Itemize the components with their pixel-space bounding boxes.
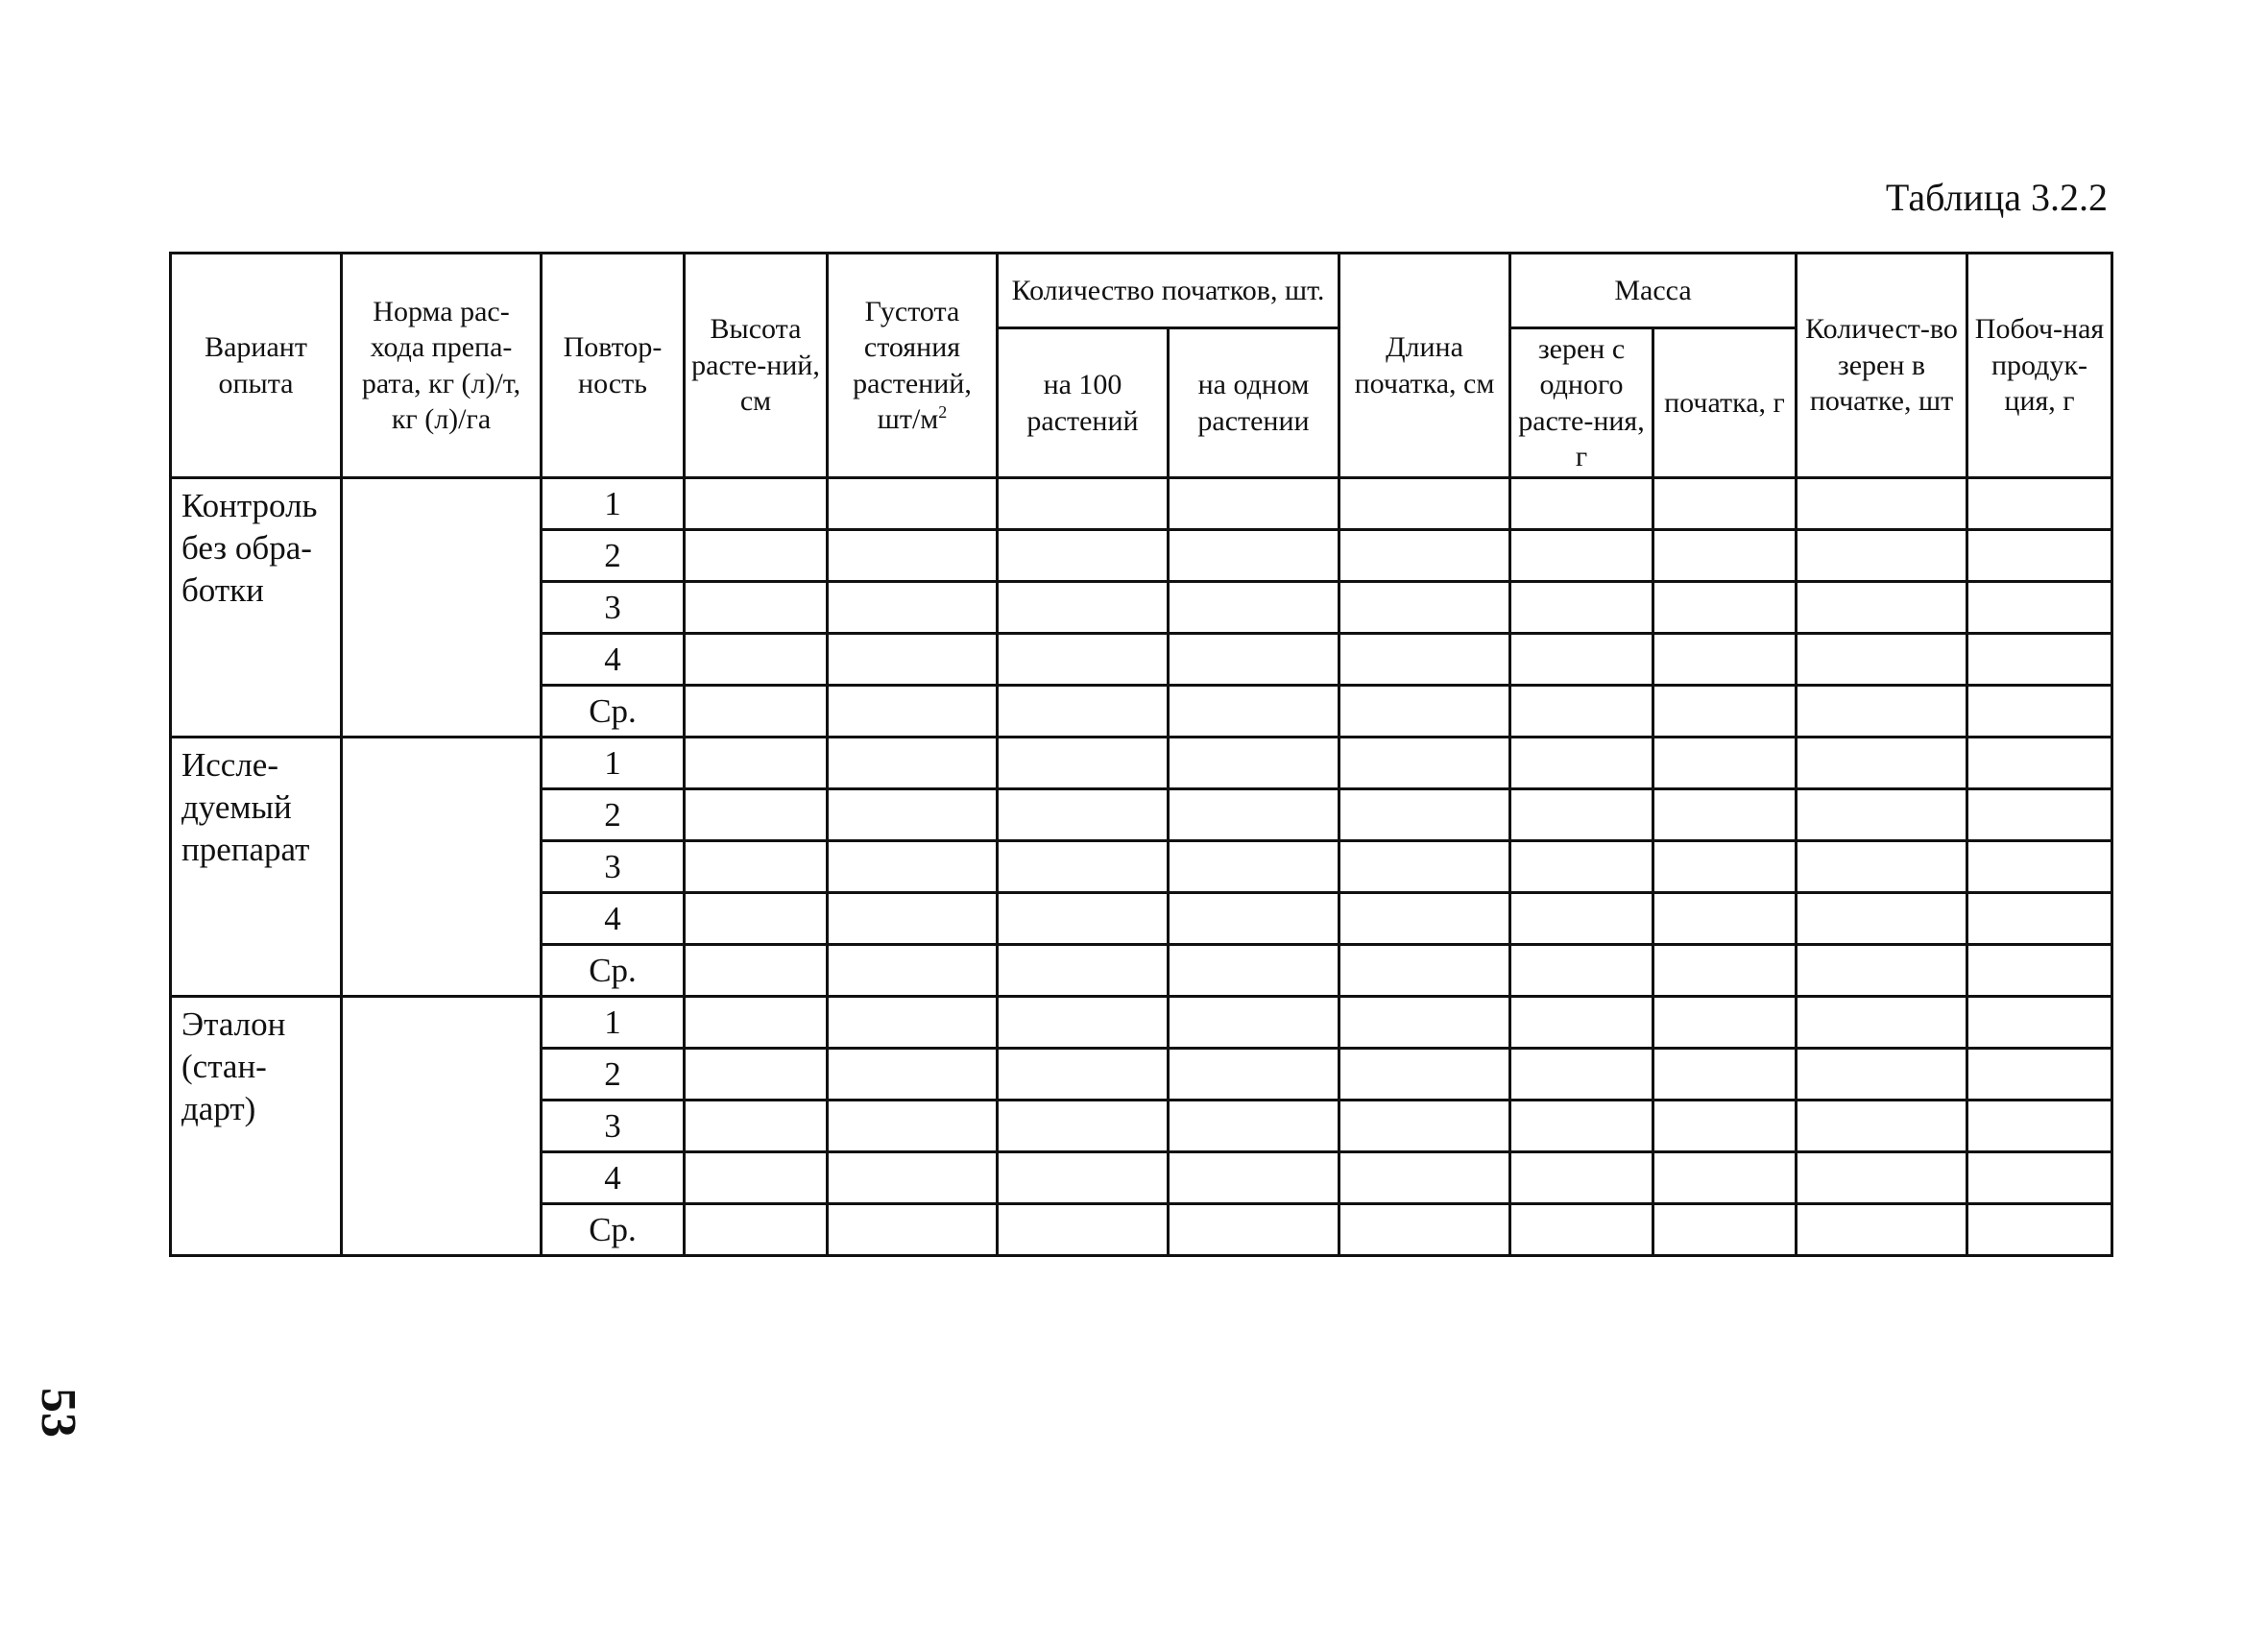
data-cell	[828, 1204, 998, 1256]
data-cell	[1339, 634, 1510, 686]
data-cell	[1339, 582, 1510, 634]
header-byproduct: Побоч-ная продук-ция, г	[1967, 254, 2112, 478]
table-row	[171, 997, 2112, 1049]
data-cell	[998, 530, 1169, 582]
data-cell	[1510, 997, 1653, 1049]
data-cell	[1967, 686, 2112, 738]
repeat-cell: 1	[542, 997, 685, 1049]
data-cell	[1339, 945, 1510, 997]
data-cell	[998, 1101, 1169, 1152]
repeat-cell: Ср.	[542, 686, 685, 738]
data-cell	[1653, 1152, 1797, 1204]
data-cell	[1797, 1101, 1967, 1152]
data-cell	[828, 478, 998, 530]
data-cell	[1797, 945, 1967, 997]
data-cell	[1797, 1049, 1967, 1101]
header-density	[828, 254, 998, 478]
data-cell	[1797, 582, 1967, 634]
header-mass-ear: початка, г	[1653, 328, 1797, 478]
data-cell	[828, 686, 998, 738]
data-cell	[685, 1204, 828, 1256]
data-cell	[685, 634, 828, 686]
data-cell	[828, 1101, 998, 1152]
data-cell	[1653, 893, 1797, 945]
data-cell	[1967, 945, 2112, 997]
table-body	[171, 478, 2112, 1256]
data-cell	[1967, 841, 2112, 893]
data-cell	[1797, 997, 1967, 1049]
data-cell	[1653, 738, 1797, 789]
data-cell	[1510, 478, 1653, 530]
page-number: 53	[31, 1388, 85, 1438]
data-cell	[998, 738, 1169, 789]
data-cell	[1510, 893, 1653, 945]
header-plant-height: Высота расте-ний, см	[685, 254, 828, 478]
data-cell	[1967, 789, 2112, 841]
experiment-table	[169, 252, 2113, 1257]
data-cell	[828, 530, 998, 582]
data-cell	[1510, 530, 1653, 582]
data-cell	[1339, 841, 1510, 893]
data-cell	[1339, 1152, 1510, 1204]
data-cell	[1797, 1152, 1967, 1204]
data-cell	[1339, 530, 1510, 582]
header-density-superscript: 2	[938, 402, 948, 422]
data-cell	[828, 841, 998, 893]
data-cell	[1169, 582, 1339, 634]
data-cell	[1653, 789, 1797, 841]
data-cell	[1797, 789, 1967, 841]
data-cell	[1653, 1049, 1797, 1101]
data-cell	[998, 945, 1169, 997]
repeat-cell: 4	[542, 893, 685, 945]
data-cell	[998, 478, 1169, 530]
data-cell	[1653, 582, 1797, 634]
repeat-cell: 4	[542, 1152, 685, 1204]
data-cell	[1967, 1152, 2112, 1204]
data-cell	[685, 530, 828, 582]
data-cell	[828, 945, 998, 997]
data-cell	[998, 1152, 1169, 1204]
variant-cell: Контроль без обра-ботки	[171, 478, 342, 738]
rate-cell	[342, 478, 542, 738]
repeat-cell: Ср.	[542, 945, 685, 997]
data-cell	[1653, 997, 1797, 1049]
header-ears-count: Количество початков, шт.	[998, 254, 1339, 328]
data-cell	[1653, 686, 1797, 738]
data-cell	[1169, 1101, 1339, 1152]
data-cell	[1169, 738, 1339, 789]
rate-cell	[342, 997, 542, 1256]
data-cell	[828, 997, 998, 1049]
data-cell	[1797, 1204, 1967, 1256]
repeat-cell: 4	[542, 634, 685, 686]
header-ears-per-plant: на одном растении	[1169, 328, 1339, 478]
data-cell	[998, 582, 1169, 634]
data-cell	[1797, 738, 1967, 789]
data-cell	[998, 893, 1169, 945]
repeat-cell: 3	[542, 1101, 685, 1152]
data-cell	[1169, 789, 1339, 841]
repeat-cell: Ср.	[542, 1204, 685, 1256]
data-cell	[1797, 841, 1967, 893]
data-cell	[828, 1152, 998, 1204]
data-cell	[685, 1049, 828, 1101]
repeat-cell: 2	[542, 530, 685, 582]
data-cell	[1797, 478, 1967, 530]
data-cell	[1653, 530, 1797, 582]
header-rate: Норма рас-хода препа-рата, кг (л)/т, кг (л)/га	[342, 254, 542, 478]
data-cell	[1967, 582, 2112, 634]
data-cell	[1967, 997, 2112, 1049]
data-cell	[1169, 997, 1339, 1049]
data-cell	[1169, 686, 1339, 738]
rate-cell	[342, 738, 542, 997]
data-cell	[685, 789, 828, 841]
data-cell	[1797, 634, 1967, 686]
data-cell	[1169, 945, 1339, 997]
data-cell	[1967, 478, 2112, 530]
data-cell	[1653, 945, 1797, 997]
data-cell	[1339, 893, 1510, 945]
data-cell	[1510, 686, 1653, 738]
header-density-text: Густота стояния растений, шт/м	[853, 295, 972, 435]
data-cell	[828, 738, 998, 789]
variant-cell: Эталон (стан-дарт)	[171, 997, 342, 1256]
data-cell	[1967, 1049, 2112, 1101]
data-cell	[1797, 893, 1967, 945]
data-cell	[998, 789, 1169, 841]
header-ear-length: Длина початка, см	[1339, 254, 1510, 478]
data-cell	[1653, 1204, 1797, 1256]
data-cell	[1510, 634, 1653, 686]
data-cell	[1339, 686, 1510, 738]
data-cell	[1653, 1101, 1797, 1152]
data-cell	[685, 841, 828, 893]
data-cell	[1510, 841, 1653, 893]
data-cell	[1169, 1204, 1339, 1256]
header-ears-per-100: на 100 растений	[998, 328, 1169, 478]
data-cell	[1967, 738, 2112, 789]
repeat-cell: 1	[542, 738, 685, 789]
data-cell	[1967, 893, 2112, 945]
data-cell	[1967, 1101, 2112, 1152]
data-cell	[1169, 478, 1339, 530]
data-cell	[1797, 530, 1967, 582]
data-cell	[685, 1152, 828, 1204]
data-cell	[1653, 841, 1797, 893]
data-cell	[685, 945, 828, 997]
repeat-cell: 3	[542, 582, 685, 634]
data-cell	[1510, 1049, 1653, 1101]
data-cell	[685, 686, 828, 738]
data-cell	[1510, 1204, 1653, 1256]
data-cell	[1510, 582, 1653, 634]
data-cell	[998, 841, 1169, 893]
data-cell	[1339, 478, 1510, 530]
data-cell	[1510, 1101, 1653, 1152]
data-cell	[828, 634, 998, 686]
data-cell	[1510, 738, 1653, 789]
data-cell	[1510, 1152, 1653, 1204]
repeat-cell: 1	[542, 478, 685, 530]
data-cell	[1510, 945, 1653, 997]
header-grains-per-ear: Количест-во зерен в початке, шт	[1797, 254, 1967, 478]
data-cell	[828, 893, 998, 945]
data-cell	[1967, 634, 2112, 686]
data-cell	[1967, 530, 2112, 582]
data-cell	[998, 634, 1169, 686]
data-cell	[1169, 1152, 1339, 1204]
data-cell	[1653, 478, 1797, 530]
data-cell	[685, 582, 828, 634]
data-cell	[1339, 738, 1510, 789]
header-mass-grain: зерен с одного расте-ния, г	[1510, 328, 1653, 478]
data-cell	[1339, 1101, 1510, 1152]
table-row	[171, 738, 2112, 789]
variant-cell: Иссле-дуемый препарат	[171, 738, 342, 997]
repeat-cell: 3	[542, 841, 685, 893]
header-repeat: Повтор-ность	[542, 254, 685, 478]
data-cell	[1169, 634, 1339, 686]
header-mass: Масса	[1510, 254, 1797, 328]
data-cell	[1967, 1204, 2112, 1256]
data-cell	[685, 1101, 828, 1152]
data-cell	[998, 686, 1169, 738]
table-caption: Таблица 3.2.2	[1885, 176, 2108, 219]
data-cell	[1339, 789, 1510, 841]
data-cell	[685, 893, 828, 945]
data-cell	[828, 789, 998, 841]
data-cell	[1169, 893, 1339, 945]
header-variant: Вариант опыта	[171, 254, 342, 478]
data-cell	[1339, 1049, 1510, 1101]
table-row	[171, 478, 2112, 530]
data-cell	[828, 1049, 998, 1101]
data-cell	[1797, 686, 1967, 738]
data-cell	[685, 738, 828, 789]
data-cell	[685, 478, 828, 530]
data-cell	[1169, 1049, 1339, 1101]
data-cell	[998, 1204, 1169, 1256]
data-cell	[1169, 530, 1339, 582]
data-cell	[1339, 997, 1510, 1049]
data-cell	[998, 1049, 1169, 1101]
data-cell	[1169, 841, 1339, 893]
data-cell	[685, 997, 828, 1049]
data-cell	[1339, 1204, 1510, 1256]
data-cell	[998, 997, 1169, 1049]
repeat-cell: 2	[542, 1049, 685, 1101]
data-cell	[1653, 634, 1797, 686]
data-cell	[828, 582, 998, 634]
data-cell	[1510, 789, 1653, 841]
repeat-cell: 2	[542, 789, 685, 841]
